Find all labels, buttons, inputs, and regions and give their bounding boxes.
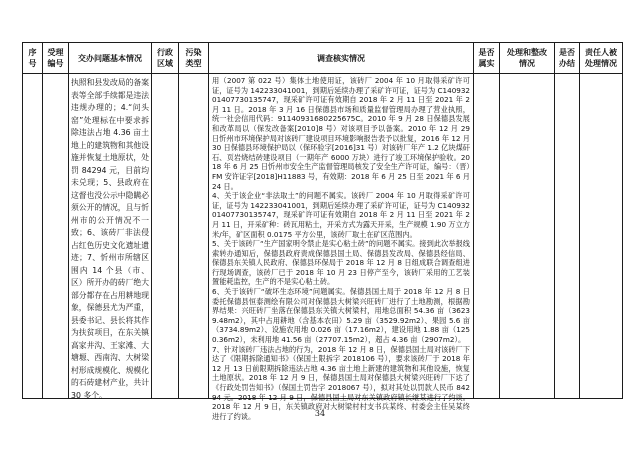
table-header [23,43,623,74]
cell-verified [474,74,500,399]
header-serial-number: 序 号 [23,43,43,74]
investigation-paragraph: 用（2007 第 022 号）集体土地使用证，该砖厂 2004 年 10 月取得采矿许可证，证号为 142233041001，到期后延续办理了采矿许可证，证号为 C14093201407730135747，现采矿许可证有效期自 2018 年 2 月 11 日至 2021 年 2 月 11 日。2018 年 3 月 16 日保德县市场和质量监督管理局办理了营业执照，统一社会信用代码：91140931680225675C。2010 年 9 月 28 日保德县发展和改革局以（保发改备案[2010]8 号）对该项目予以备案。2010 年 12 月 29 日忻州市环境保护局对该砖厂建设项目环境影响报告表予以批复，2016 年 12 月 30 日保德县环境保护局以（保环验字[2016]31 号）对该砖厂年产 1.2 亿块煤矸石、页岩烧结砖建设项目（一期年产 6000 万块）进行了竣工环境保护验收。2018 年 6 月 25 日忻州市安全生产监督管理局核发了安全生产许可证，编号：（晋）FM 安许证字[2018]H11883 号，有效期：2018 年 6 月 25 日至 2021 年 6 月 24 日。 [212,76,470,191]
complaint-table [22,42,623,421]
header-investigation: 调查核实情况 [209,43,474,74]
header-closed: 是否 办结 [555,43,580,74]
cell-accountability [580,74,623,399]
header-verified: 是否 属实 [474,43,500,74]
header-accountability: 责任人被 处理情况 [580,43,623,74]
investigation-text [209,74,473,421]
cell-closed [555,74,580,399]
header-pollution-type: 污染 类型 [179,43,209,74]
investigation-paragraph: 4、关于该企业“非法取土”的问题不属实。该砖厂 2004 年 10 月取得采矿许可证，证号为 142233041001，到期后延续办理了采矿许可证，证号为 C14093201407730135747，现采矿许可证有效期自 2018 年 2 月 11 日至 2021 年 2 月 11 日，开采矿种：砖瓦用粘土，开采方式为露天开采，生产规模 1.90 万立方米/年，矿区面积 0.0175 平方公里，该砖厂取土在矿区范围内。 [212,191,470,239]
cell-serial-number [23,74,43,399]
cell-case-id [43,74,69,399]
investigation-paragraph: 5、关于该砖厂“生产国家明令禁止是实心粘土砖”的问题不属实。接到此次举报线索转办通知后，保德县政府责成保德县国土局、保德县发改局、保德县经信局、保德县东关镇人民政府、保德县环保局于 2018 年 12 月 8 日组成联合调查组进行现场调查，该砖厂已于 2018 年 10 月 23 日停产至今，该砖厂采用的工艺装置能耗监控，生产的不是实心粘土砖。 [212,239,470,287]
page-number: 34 [314,409,326,418]
table-body [23,74,623,421]
header-handling: 处理和整改 情况 [500,43,555,74]
cell-region [152,74,179,399]
issue-summary-text: 执照和县发改局的备案表等全部手续都是违法违规办理的；4.“问头窑”处理标在中要求拆除违法占地 4.36 亩土地上的建筑物和其他设施并恢复土地原状，处罚 84294 元，目前均未兑现；5、县政府在这督也没公示中隐瞒必须公开的情况，且与忻州市的公开情况不一致；6、该砖厂非法侵占红色历史文化遗址遗迹；7、忻州市所辖区围内 14 个县（市、区）所开办的砖厂绝大部分都存在占用耕地现象，保德县尤为严重，县委书记、县长将其作为扶贫项目，在东关镇高家井沟、王家滩、大塘塬、西南沟、大树梁村形成规模化、规模化的石砖建材产业，共计 30 多个。 [71,78,149,400]
header-issue-summary: 交办问题基本情况 [69,43,152,74]
header-row [23,43,623,74]
investigation-paragraph: 7、针对该砖厂违法占地的行为，2018 年 12 月 8 日，保德县国土局对该砖厂下达了《限期拆除通知书》（保国土限拆字 2018106 号），要求该砖厂于 2018 年 12 月 13 日前限期拆除违法占地 4.36 亩土地上新建的建筑物和其他设施，恢复土地原状。2018 年 12 月 9 日，保德县国土局对保德县大树梁兴旺砖厂下达了《行政处罚告知书》（保国土罚告字 2018067 号），拟对其处以罚款人民币 84294 元。2018 年 12 月 9 日，保德县国土局对东关镇政府镇长继某进行了约谈。2018 年 12 月 9 日，东关镇政府对大树梁村村支书兵某终、村委会主任吴某终进行了约谈。 [212,344,470,421]
cell-pollution-type [179,74,209,399]
table-row [23,74,623,399]
cell-investigation [209,74,474,421]
cell-issue-summary [69,74,152,399]
header-region: 行政 区域 [152,43,179,74]
investigation-paragraph: 6、关于该砖厂“破坏生态环境”问题属实。保德县国土局于 2018 年 12 月 8 日委托保德县恒泰测绘有限公司对保德县大树梁兴旺砖厂进行了土地勘测，根据勘界结果：兴旺砖厂坐落在保德县东关镇大树梁村，用地总面积 54.36 亩（36239.48m2），其中占用耕地（含基本农田）5.29 亩（3529.92m2）、果园 5.6 亩（3734.89m2）、设施农用地 0.026 亩（17.16m2），建设用地 1.88 亩（1250.36m2），未利用地 41.56 亩（27707.15m2），超占 4.36 亩（2907m2）。 [212,287,470,345]
header-case-id: 受理 编号 [43,43,69,74]
cell-handling [500,74,555,399]
